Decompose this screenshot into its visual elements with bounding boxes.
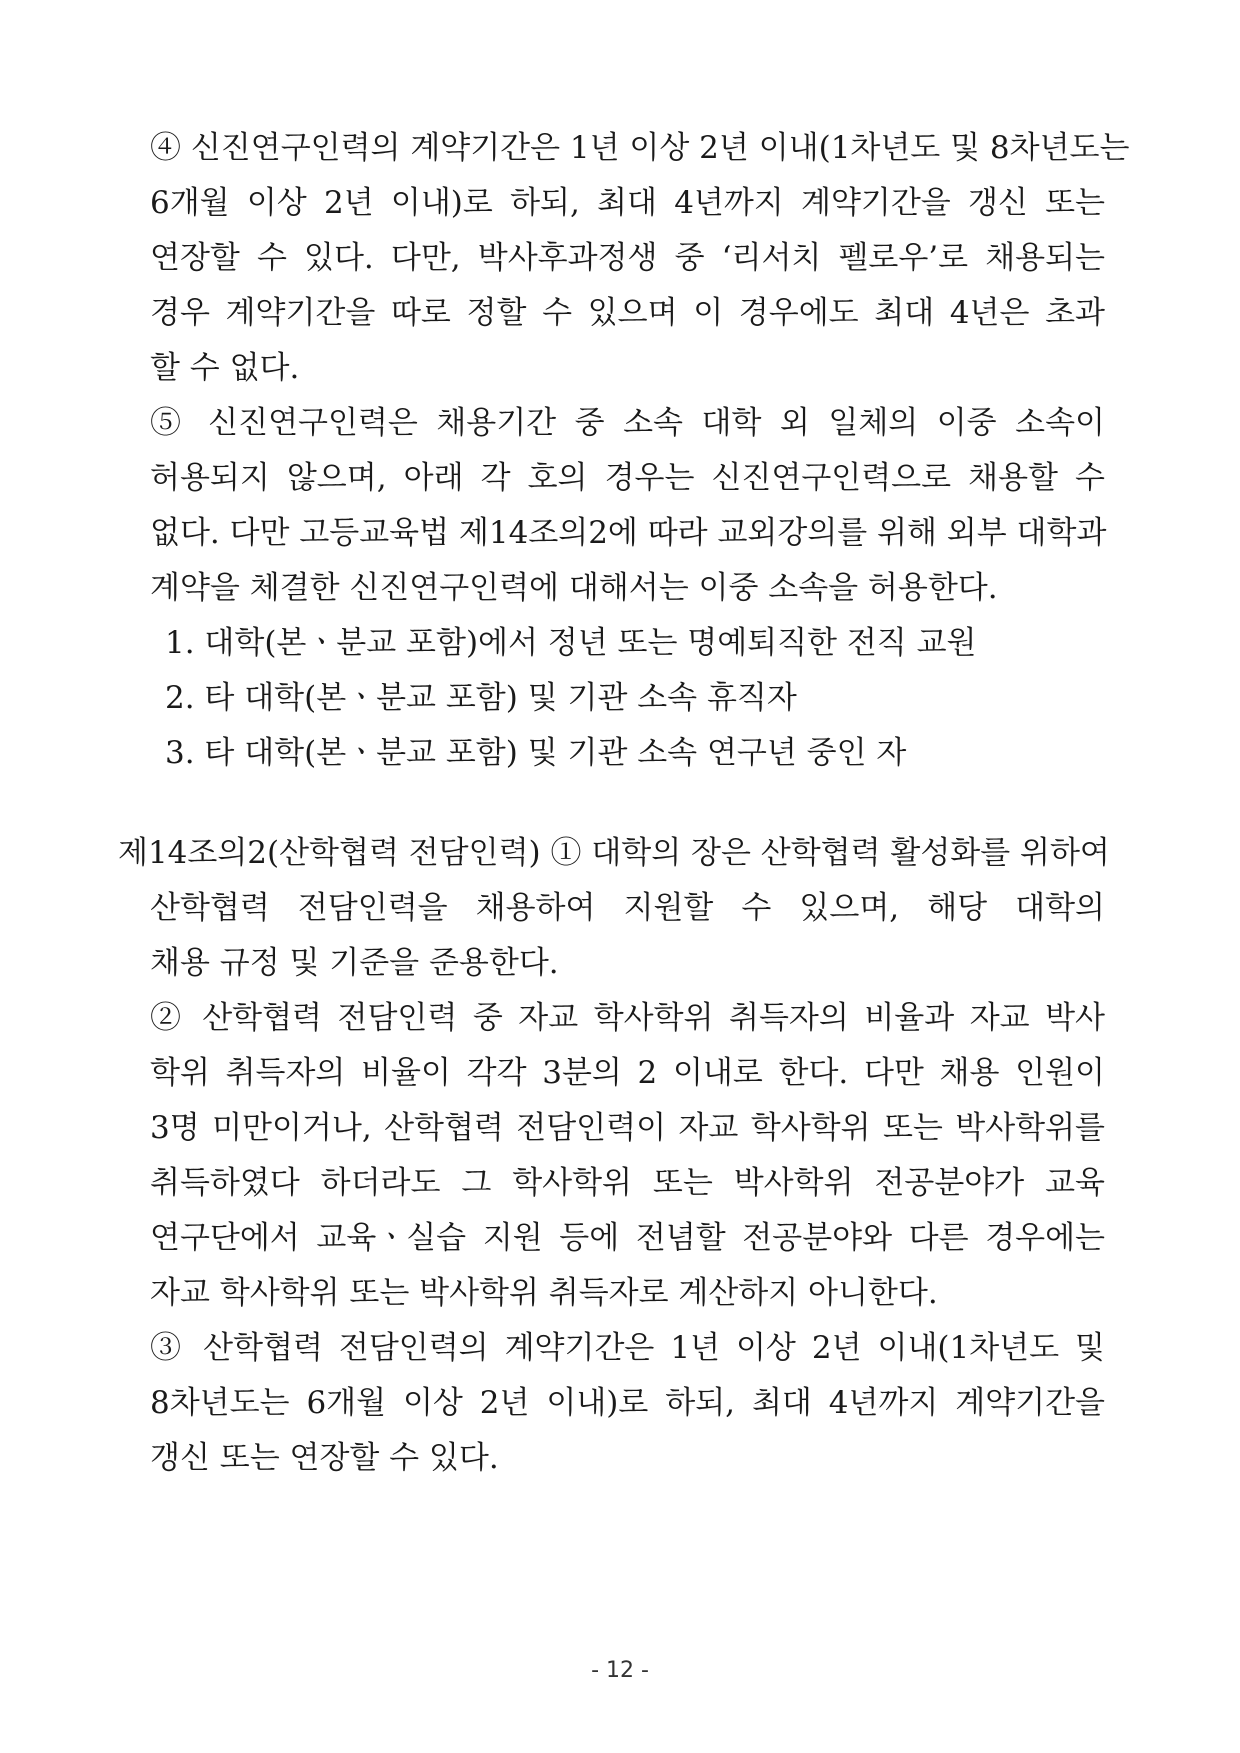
page-number: - 12 - xyxy=(591,1658,649,1683)
text-line: ③ 산학협력 전담인력의 계약기간은 1년 이상 2년 이내(1차년도 및 xyxy=(150,1330,1105,1366)
text-line: 8차년도는 6개월 이상 2년 이내)로 하되, 최대 4년까지 계약기간을 xyxy=(150,1385,1105,1421)
list-item: 1. 대학(본ㆍ분교 포함)에서 정년 또는 명예퇴직한 전직 교원 xyxy=(165,625,977,661)
text-line: 3명 미만이거나, 산학협력 전담인력이 자교 학사학위 또는 박사학위를 xyxy=(150,1110,1105,1146)
text-line: 경우 계약기간을 따로 정할 수 있으며 이 경우에도 최대 4년은 초과 xyxy=(150,295,1105,331)
list-item: 2. 타 대학(본ㆍ분교 포함) 및 기관 소속 휴직자 xyxy=(165,680,797,716)
text-line: 갱신 또는 연장할 수 있다. xyxy=(150,1440,499,1476)
text-line: 학위 취득자의 비율이 각각 3분의 2 이내로 한다. 다만 채용 인원이 xyxy=(150,1055,1105,1091)
text-line: 6개월 이상 2년 이내)로 하되, 최대 4년까지 계약기간을 갱신 또는 xyxy=(150,185,1105,221)
text-line: ⑤ 신진연구인력은 채용기간 중 소속 대학 외 일체의 이중 소속이 xyxy=(150,405,1105,441)
text-line: 산학협력 전담인력을 채용하여 지원할 수 있으며, 해당 대학의 xyxy=(150,890,1105,926)
text-line: 연장할 수 있다. 다만, 박사후과정생 중 ‘리서치 펠로우’로 채용되는 xyxy=(150,240,1105,276)
text-line: 연구단에서 교육ㆍ실습 지원 등에 전념할 전공분야와 다른 경우에는 xyxy=(150,1220,1105,1256)
text-line: ② 산학협력 전담인력 중 자교 학사학위 취득자의 비율과 자교 박사 xyxy=(150,1000,1105,1036)
article-heading-line: 제14조의2(산학협력 전담인력) ① 대학의 장은 산학협력 활성화를 위하여 xyxy=(118,835,1110,871)
text-line: 채용 규정 및 기준을 준용한다. xyxy=(150,945,559,981)
text-line: 허용되지 않으며, 아래 각 호의 경우는 신진연구인력으로 채용할 수 xyxy=(150,460,1105,496)
list-item: 3. 타 대학(본ㆍ분교 포함) 및 기관 소속 연구년 중인 자 xyxy=(165,735,907,771)
text-line: 계약을 체결한 신진연구인력에 대해서는 이중 소속을 허용한다. xyxy=(150,570,998,606)
text-line: ④ 신진연구인력의 계약기간은 1년 이상 2년 이내(1차년도 및 8차년도는 xyxy=(150,130,1130,166)
text-line: 없다. 다만 고등교육법 제14조의2에 따라 교외강의를 위해 외부 대학과 xyxy=(150,515,1107,551)
text-line: 자교 학사학위 또는 박사학위 취득자로 계산하지 아니한다. xyxy=(150,1275,938,1311)
text-line: 취득하였다 하더라도 그 학사학위 또는 박사학위 전공분야가 교육 xyxy=(150,1165,1105,1201)
text-line: 할 수 없다. xyxy=(150,350,300,386)
